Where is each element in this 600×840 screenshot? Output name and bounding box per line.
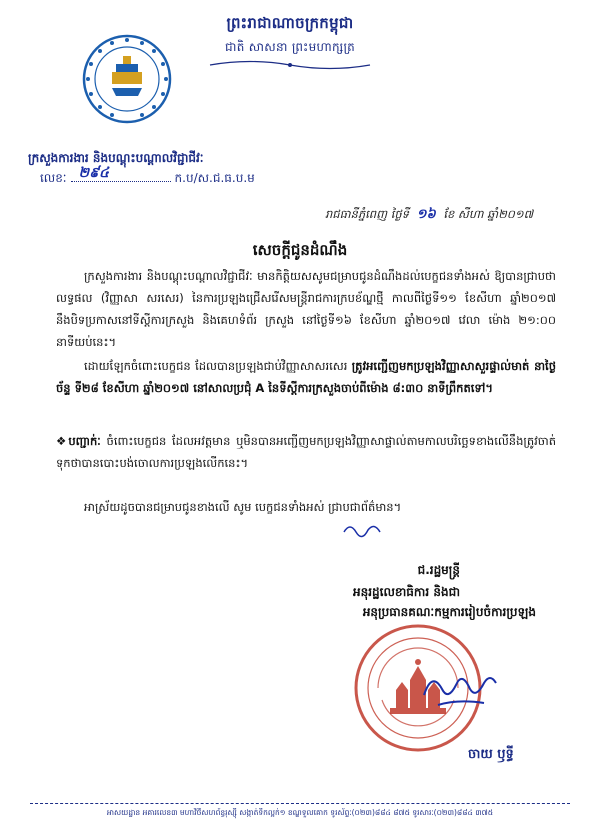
ref-number-field	[71, 165, 171, 182]
p2-lead: ដោយឡែកចំពោះបេក្ខជន ដែលបានប្រឡងជាប់វិញ្ញាសាសរសេរ	[84, 359, 348, 373]
footer-divider	[30, 803, 570, 804]
signer-name: ចាយ ឫទ្ធី	[468, 747, 514, 762]
handwritten-signature	[420, 665, 500, 715]
body-paragraph-1: ក្រសួងការងារ និងបណ្តុះបណ្តាលវិជ្ជាជីវៈ មានកិត្តិយសសូមជម្រាបជូនដំណឹងដល់បេក្ខជនទាំងអស់ ឱ្យបានជ្រាបថា លទ្ធផល (វិញ្ញាសា សរសេរ) នៃការប្រឡងជ្រើសរើសមន្ត្រីរាជការក្របខ័ណ្ឌថ្មី កាលពីថ្ងៃទី១១ ខែសីហា ឆ្នាំ២០១៧ នឹងបិទប្រកាសនៅទីស្តីការក្រសួង និងគេហទំព័រ ក្រសួង នៅថ្ងៃទី១៦ ខែសីហា ឆ្នាំ២០១៧ វេលា ម៉ោង ២១:០០ នាទីយប់នេះ។	[56, 269, 556, 349]
kingdom-heading: ព្រះរាជាណាចក្រកម្ពុជា	[226, 14, 354, 32]
national-motto: ជាតិ សាសនា ព្រះមហាក្សត្រ	[224, 40, 356, 54]
p2-emphasis: ត្រូវអញ្ជើញមកប្រឡងវិញ្ញាសាសួរផ្ទាល់មាត់ នាថ្ងៃច័ន្ទ ទី២៨ ខែសីហា ឆ្នាំ២០១៧ នៅសាលប្រជុំ A នៃទីស្តីការក្រសួងចាប់ពីម៉ោង ៨:៣០ នាទីព្រឹកតទៅ។	[56, 359, 556, 395]
notice-title: សេចក្តីជូនដំណឹង	[252, 241, 348, 259]
initial-scrawl	[340, 518, 390, 538]
ministry-logo	[82, 34, 172, 124]
note-text: ចំពោះបេក្ខជន ដែលអវត្តមាន ឬមិនបានអញ្ជើញមកប្រឡងវិញ្ញាសាផ្ទាល់តាមកាលបរិច្ឆេទខាងលើនឹងត្រូវចាត់ទុកថាបានបោះបង់ចោលការប្រឡងលើកនេះ។	[56, 434, 557, 470]
ref-label: លេខៈ	[40, 171, 67, 185]
ref-suffix: ក.ប/ស.ជ.ធ.ប.ម	[174, 171, 255, 185]
dateline-rest: ខែ សីហា ឆ្នាំ២០១៧	[443, 207, 534, 221]
body-note	[56, 430, 556, 474]
ref-number: ២៩៤	[78, 165, 109, 181]
signature-role-2: អនុរដ្ឋលេខាធិការ និងជា	[352, 585, 460, 599]
dateline-day: ១៦	[416, 207, 436, 222]
ministry-name: ក្រសួងការងារ និងបណ្តុះបណ្តាលវិជ្ជាជីវៈ	[28, 151, 204, 165]
signature-role-1: ជ.រដ្ឋមន្ត្រី	[417, 563, 460, 577]
note-label: ❖បញ្ជាក់ៈ	[56, 434, 101, 448]
footer-address: អាសយដ្ឋាន អគារលេខ៣ មហាវិថីសហព័ន្ធរុស្ស៊ី សង្កាត់ទឹកល្អក់១ ខណ្ឌទួលគោក ទូរស័ព្ទៈ(០២៣)៨៨៤ ៨៧៥ ទូរសារៈ(០២៣)៨៨៤ ៣៧៥	[106, 808, 494, 817]
dateline-prefix: រាជធានីភ្នំពេញ ថ្ងៃទី	[325, 207, 409, 221]
signature-role-3: អនុប្រធានគណៈកម្មការរៀបចំការប្រឡង	[362, 605, 536, 619]
closing-line: អាស្រ័យដូចបានជម្រាបជូនខាងលើ សូម បេក្ខជនទាំងអស់ ជ្រាបជាព័ត៌មាន។	[84, 500, 402, 514]
dateline	[325, 206, 533, 225]
body-paragraph-2	[56, 355, 556, 399]
reference-line	[40, 165, 255, 188]
ornament-divider	[205, 60, 375, 70]
